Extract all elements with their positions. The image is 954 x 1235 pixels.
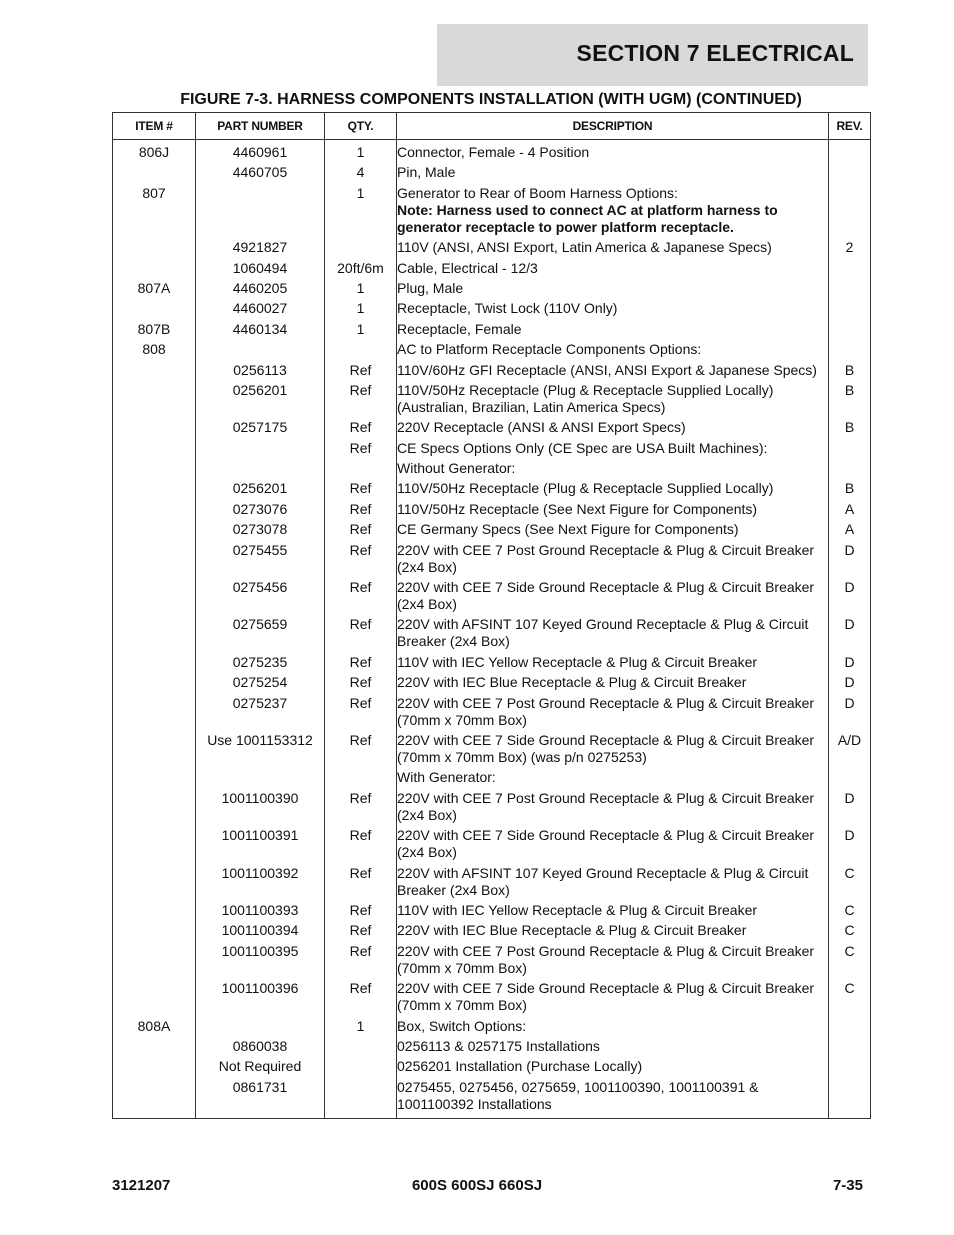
part-number-cell: 0860038 (196, 1037, 325, 1057)
description-text: 220V with AFSINT 107 Keyed Ground Receptacle & Plug & Circuit Breaker (2x4 Box) (397, 616, 809, 650)
description-text: Without Generator: (397, 460, 516, 477)
part-number-cell (196, 340, 325, 360)
description-text: 0275455, 0275456, 0275659, 1001100390, 1001100391 & 1001100392 Installations (397, 1078, 759, 1112)
quantity-cell (325, 238, 397, 258)
item-number-cell (113, 1078, 196, 1119)
section-title: SECTION 7 ELECTRICAL (576, 40, 854, 66)
quantity-cell: Ref (325, 731, 397, 768)
quantity-cell: Ref (325, 381, 397, 418)
quantity-cell: Ref (325, 541, 397, 578)
item-number-cell (113, 979, 196, 1016)
quantity-cell: Ref (325, 578, 397, 615)
item-number-cell (113, 381, 196, 418)
table-row (113, 184, 871, 238)
part-number-cell (196, 1017, 325, 1037)
quantity-cell (325, 1057, 397, 1077)
description-text: Receptacle, Twist Lock (110V Only) (397, 300, 618, 317)
quantity-cell: Ref (325, 439, 397, 459)
description-text: 220V with CEE 7 Post Ground Receptacle & Plug & Circuit Breaker (70mm x 70mm Box) (397, 942, 815, 976)
quantity-cell (325, 340, 397, 360)
revision-cell: 2 (829, 238, 871, 258)
quantity-cell: 1 (325, 320, 397, 340)
column-header-qty: QTY. (325, 113, 397, 140)
item-number-cell: 807A (113, 279, 196, 299)
table-row (113, 520, 871, 540)
item-number-cell (113, 163, 196, 183)
description-text: 220V with CEE 7 Side Ground Receptacle & Plug & Circuit Breaker (2x4 Box) (397, 579, 815, 613)
part-number-cell: 1001100391 (196, 826, 325, 863)
part-number-cell: Use 1001153312 (196, 731, 325, 768)
description-text: 220V with CEE 7 Post Ground Receptacle & Plug & Circuit Breaker (2x4 Box) (397, 541, 815, 575)
description-cell (397, 768, 829, 788)
description-cell (397, 140, 829, 164)
description-cell (397, 901, 829, 921)
column-header-rev: REV. (829, 113, 871, 140)
description-cell (397, 694, 829, 731)
description-text: 220V with IEC Blue Receptacle & Plug & Circuit Breaker (397, 674, 747, 691)
description-text: Receptacle, Female (397, 320, 522, 337)
part-number-cell (196, 459, 325, 479)
description-text: CE Specs Options Only (CE Spec are USA Built Machines): (397, 439, 768, 456)
description-cell (397, 826, 829, 863)
quantity-cell: Ref (325, 479, 397, 499)
description-text: CE Germany Specs (See Next Figure for Components) (397, 521, 739, 538)
part-number-cell: 0256201 (196, 479, 325, 499)
revision-cell (829, 439, 871, 459)
part-number-cell: 1001100393 (196, 901, 325, 921)
revision-cell (829, 1017, 871, 1037)
table-row (113, 826, 871, 863)
description-cell (397, 615, 829, 652)
revision-cell: B (829, 381, 871, 418)
item-number-cell (113, 259, 196, 279)
item-number-cell (113, 299, 196, 319)
description-cell (397, 1057, 829, 1077)
part-number-cell: 4460705 (196, 163, 325, 183)
description-cell (397, 789, 829, 826)
description-cell (397, 459, 829, 479)
revision-cell (829, 259, 871, 279)
table-row (113, 541, 871, 578)
figure-title: FIGURE 7-3. HARNESS COMPONENTS INSTALLATION (WITH UGM) (CONTINUED) (180, 91, 802, 108)
table-row (113, 901, 871, 921)
revision-cell (829, 279, 871, 299)
table-row (113, 140, 871, 164)
parts-table (112, 112, 871, 1119)
description-cell (397, 541, 829, 578)
table-row (113, 921, 871, 941)
revision-cell (829, 459, 871, 479)
item-number-cell: 808 (113, 340, 196, 360)
column-header-description: DESCRIPTION (397, 113, 829, 140)
description-text: 110V/60Hz GFI Receptacle (ANSI, ANSI Export & Japanese Specs) (397, 361, 817, 378)
item-number-cell (113, 541, 196, 578)
description-text: Box, Switch Options: (397, 1017, 527, 1034)
table-row (113, 500, 871, 520)
revision-cell: D (829, 789, 871, 826)
footer-page-number: 7-35 (832, 1177, 863, 1194)
table-header-row (113, 113, 871, 140)
part-number-cell: 1001100395 (196, 942, 325, 979)
part-number-cell (196, 768, 325, 788)
quantity-cell: Ref (325, 694, 397, 731)
item-number-cell (113, 520, 196, 540)
column-header-item: ITEM # (113, 113, 196, 140)
description-cell (397, 439, 829, 459)
item-number-cell: 806J (113, 140, 196, 164)
description-text: 110V with IEC Yellow Receptacle & Plug & Circuit Breaker (397, 653, 758, 670)
description-cell (397, 479, 829, 499)
revision-cell: A (829, 520, 871, 540)
item-number-cell (113, 921, 196, 941)
table-row (113, 340, 871, 360)
revision-cell (829, 299, 871, 319)
part-number-cell (196, 439, 325, 459)
description-cell (397, 184, 829, 238)
table-row (113, 1037, 871, 1057)
table-row (113, 615, 871, 652)
item-number-cell (113, 615, 196, 652)
revision-cell: D (829, 694, 871, 731)
quantity-cell (325, 1037, 397, 1057)
part-number-cell: 1001100392 (196, 864, 325, 901)
description-cell (397, 979, 829, 1016)
table-row (113, 418, 871, 438)
part-number-cell: 1001100394 (196, 921, 325, 941)
quantity-cell: 1 (325, 1017, 397, 1037)
description-text: 0256113 & 0257175 Installations (397, 1037, 600, 1054)
table-row (113, 479, 871, 499)
description-text: 220V with CEE 7 Side Ground Receptacle & Plug & Circuit Breaker (70mm x 70mm Box) (was p/n 0275253) (397, 731, 815, 765)
item-number-cell: 807 (113, 184, 196, 238)
revision-cell: D (829, 578, 871, 615)
table-row (113, 299, 871, 319)
part-number-cell: 0273078 (196, 520, 325, 540)
item-number-cell: 808A (113, 1017, 196, 1037)
quantity-cell: Ref (325, 653, 397, 673)
table-row (113, 279, 871, 299)
quantity-cell (325, 768, 397, 788)
item-number-cell (113, 653, 196, 673)
part-number-cell: Not Required (196, 1057, 325, 1077)
item-number-cell (113, 459, 196, 479)
description-cell (397, 921, 829, 941)
item-number-cell (113, 694, 196, 731)
table-row (113, 439, 871, 459)
item-number-cell (113, 479, 196, 499)
description-text: 220V with CEE 7 Post Ground Receptacle & Plug & Circuit Breaker (2x4 Box) (397, 789, 815, 823)
description-note: Note: Harness used to connect AC at platform harness to generator receptacle to power platform receptacle. (397, 201, 778, 235)
revision-cell (829, 140, 871, 164)
description-cell (397, 299, 829, 319)
description-cell (397, 279, 829, 299)
description-cell (397, 418, 829, 438)
table-row (113, 673, 871, 693)
footer-models: 600S 600SJ 660SJ (411, 1177, 543, 1194)
description-text: 110V/50Hz Receptacle (See Next Figure for Components) (397, 500, 758, 517)
quantity-cell: Ref (325, 673, 397, 693)
revision-cell (829, 163, 871, 183)
part-number-cell: 0275254 (196, 673, 325, 693)
quantity-cell: 1 (325, 140, 397, 164)
revision-cell: D (829, 653, 871, 673)
quantity-cell: 1 (325, 184, 397, 238)
quantity-cell: 1 (325, 299, 397, 319)
description-cell (397, 238, 829, 258)
table-row (113, 864, 871, 901)
part-number-cell: 4460134 (196, 320, 325, 340)
revision-cell (829, 768, 871, 788)
quantity-cell: Ref (325, 361, 397, 381)
revision-cell: B (829, 479, 871, 499)
description-text: 220V Receptacle (ANSI & ANSI Export Specs) (397, 419, 686, 436)
quantity-cell: Ref (325, 921, 397, 941)
table-row (113, 163, 871, 183)
description-cell (397, 578, 829, 615)
description-cell (397, 731, 829, 768)
part-number-cell: 0257175 (196, 418, 325, 438)
table-row (113, 731, 871, 768)
table-row (113, 1017, 871, 1037)
description-cell (397, 361, 829, 381)
revision-cell (829, 1078, 871, 1119)
table-row (113, 942, 871, 979)
quantity-cell: Ref (325, 418, 397, 438)
quantity-cell: Ref (325, 979, 397, 1016)
description-text: 220V with CEE 7 Post Ground Receptacle & Plug & Circuit Breaker (70mm x 70mm Box) (397, 694, 815, 728)
quantity-cell (325, 1078, 397, 1119)
item-number-cell (113, 826, 196, 863)
revision-cell: D (829, 826, 871, 863)
description-cell (397, 942, 829, 979)
revision-cell: B (829, 418, 871, 438)
table-row (113, 238, 871, 258)
part-number-cell: 1001100396 (196, 979, 325, 1016)
description-text: 220V with CEE 7 Side Ground Receptacle & Plug & Circuit Breaker (2x4 Box) (397, 827, 815, 861)
revision-cell: A (829, 500, 871, 520)
revision-cell: B (829, 361, 871, 381)
description-cell (397, 1078, 829, 1119)
quantity-cell (325, 459, 397, 479)
item-number-cell (113, 238, 196, 258)
description-text: With Generator: (397, 769, 496, 786)
item-number-cell (113, 1057, 196, 1077)
quantity-cell: 20ft/6m (325, 259, 397, 279)
table-row (113, 578, 871, 615)
item-number-cell (113, 768, 196, 788)
part-number-cell: 0256201 (196, 381, 325, 418)
revision-cell: C (829, 901, 871, 921)
part-number-cell: 0275456 (196, 578, 325, 615)
table-row (113, 768, 871, 788)
description-text: 110V/50Hz Receptacle (Plug & Receptacle Supplied Locally) (397, 480, 774, 497)
description-text: Connector, Female - 4 Position (397, 144, 590, 160)
description-cell (397, 500, 829, 520)
description-text: 110V with IEC Yellow Receptacle & Plug & Circuit Breaker (397, 901, 758, 918)
description-cell (397, 1037, 829, 1057)
quantity-cell: Ref (325, 901, 397, 921)
description-text: Plug, Male (397, 279, 464, 296)
description-text: 110V/50Hz Receptacle (Plug & Receptacle Supplied Locally) (Australian, Brazilian, Latin America Specs) (397, 381, 774, 415)
part-number-cell: 4460027 (196, 299, 325, 319)
table-row (113, 1057, 871, 1077)
item-number-cell: 807B (113, 320, 196, 340)
part-number-cell: 0273076 (196, 500, 325, 520)
description-cell (397, 520, 829, 540)
description-text: Generator to Rear of Boom Harness Options: (397, 184, 678, 201)
revision-cell (829, 340, 871, 360)
parts-table-body (113, 140, 871, 1119)
part-number-cell: 0256113 (196, 361, 325, 381)
revision-cell: D (829, 615, 871, 652)
part-number-cell: 0275237 (196, 694, 325, 731)
item-number-cell (113, 942, 196, 979)
revision-cell (829, 184, 871, 238)
description-cell (397, 320, 829, 340)
table-row (113, 694, 871, 731)
part-number-cell: 4460961 (196, 140, 325, 164)
item-number-cell (113, 1037, 196, 1057)
revision-cell: C (829, 942, 871, 979)
part-number-cell: 1060494 (196, 259, 325, 279)
quantity-cell: Ref (325, 500, 397, 520)
part-number-cell: 4921827 (196, 238, 325, 258)
item-number-cell (113, 500, 196, 520)
revision-cell: D (829, 541, 871, 578)
quantity-cell: Ref (325, 615, 397, 652)
quantity-cell: Ref (325, 942, 397, 979)
description-text: Pin, Male (397, 164, 456, 181)
revision-cell (829, 320, 871, 340)
item-number-cell (113, 901, 196, 921)
quantity-cell: Ref (325, 789, 397, 826)
revision-cell: C (829, 921, 871, 941)
item-number-cell (113, 673, 196, 693)
table-row (113, 653, 871, 673)
description-text: 220V with CEE 7 Side Ground Receptacle & Plug & Circuit Breaker (70mm x 70mm Box) (397, 980, 815, 1014)
item-number-cell (113, 578, 196, 615)
description-cell (397, 1017, 829, 1037)
description-text: 220V with IEC Blue Receptacle & Plug & Circuit Breaker (397, 922, 747, 939)
revision-cell: C (829, 979, 871, 1016)
section-header-band (437, 24, 868, 86)
table-row (113, 459, 871, 479)
description-cell (397, 653, 829, 673)
item-number-cell (113, 864, 196, 901)
description-cell (397, 259, 829, 279)
quantity-cell: 4 (325, 163, 397, 183)
table-row (113, 789, 871, 826)
part-number-cell: 4460205 (196, 279, 325, 299)
description-text: 220V with AFSINT 107 Keyed Ground Receptacle & Plug & Circuit Breaker (2x4 Box) (397, 864, 809, 898)
table-row (113, 361, 871, 381)
revision-cell: D (829, 673, 871, 693)
part-number-cell (196, 184, 325, 238)
table-row (113, 979, 871, 1016)
item-number-cell (113, 439, 196, 459)
revision-cell: A/D (829, 731, 871, 768)
table-row (113, 320, 871, 340)
description-cell (397, 340, 829, 360)
description-cell (397, 163, 829, 183)
item-number-cell (113, 418, 196, 438)
column-header-part-number: PART NUMBER (196, 113, 325, 140)
item-number-cell (113, 731, 196, 768)
description-text: AC to Platform Receptacle Components Options: (397, 341, 702, 358)
revision-cell (829, 1037, 871, 1057)
description-cell (397, 673, 829, 693)
revision-cell: C (829, 864, 871, 901)
description-cell (397, 864, 829, 901)
item-number-cell (113, 361, 196, 381)
part-number-cell: 0861731 (196, 1078, 325, 1119)
part-number-cell: 1001100390 (196, 789, 325, 826)
table-row (113, 1078, 871, 1119)
footer-doc-number: 3121207 (112, 1177, 171, 1194)
description-cell (397, 381, 829, 418)
part-number-cell: 0275235 (196, 653, 325, 673)
quantity-cell: Ref (325, 520, 397, 540)
item-number-cell (113, 789, 196, 826)
part-number-cell: 0275659 (196, 615, 325, 652)
quantity-cell: Ref (325, 826, 397, 863)
description-text: 0256201 Installation (Purchase Locally) (397, 1058, 643, 1075)
revision-cell (829, 1057, 871, 1077)
part-number-cell: 0275455 (196, 541, 325, 578)
description-text: Cable, Electrical - 12/3 (397, 259, 538, 276)
description-text: 110V (ANSI, ANSI Export, Latin America & Japanese Specs) (397, 239, 772, 256)
quantity-cell: Ref (325, 864, 397, 901)
quantity-cell: 1 (325, 279, 397, 299)
table-row (113, 381, 871, 418)
table-row (113, 259, 871, 279)
